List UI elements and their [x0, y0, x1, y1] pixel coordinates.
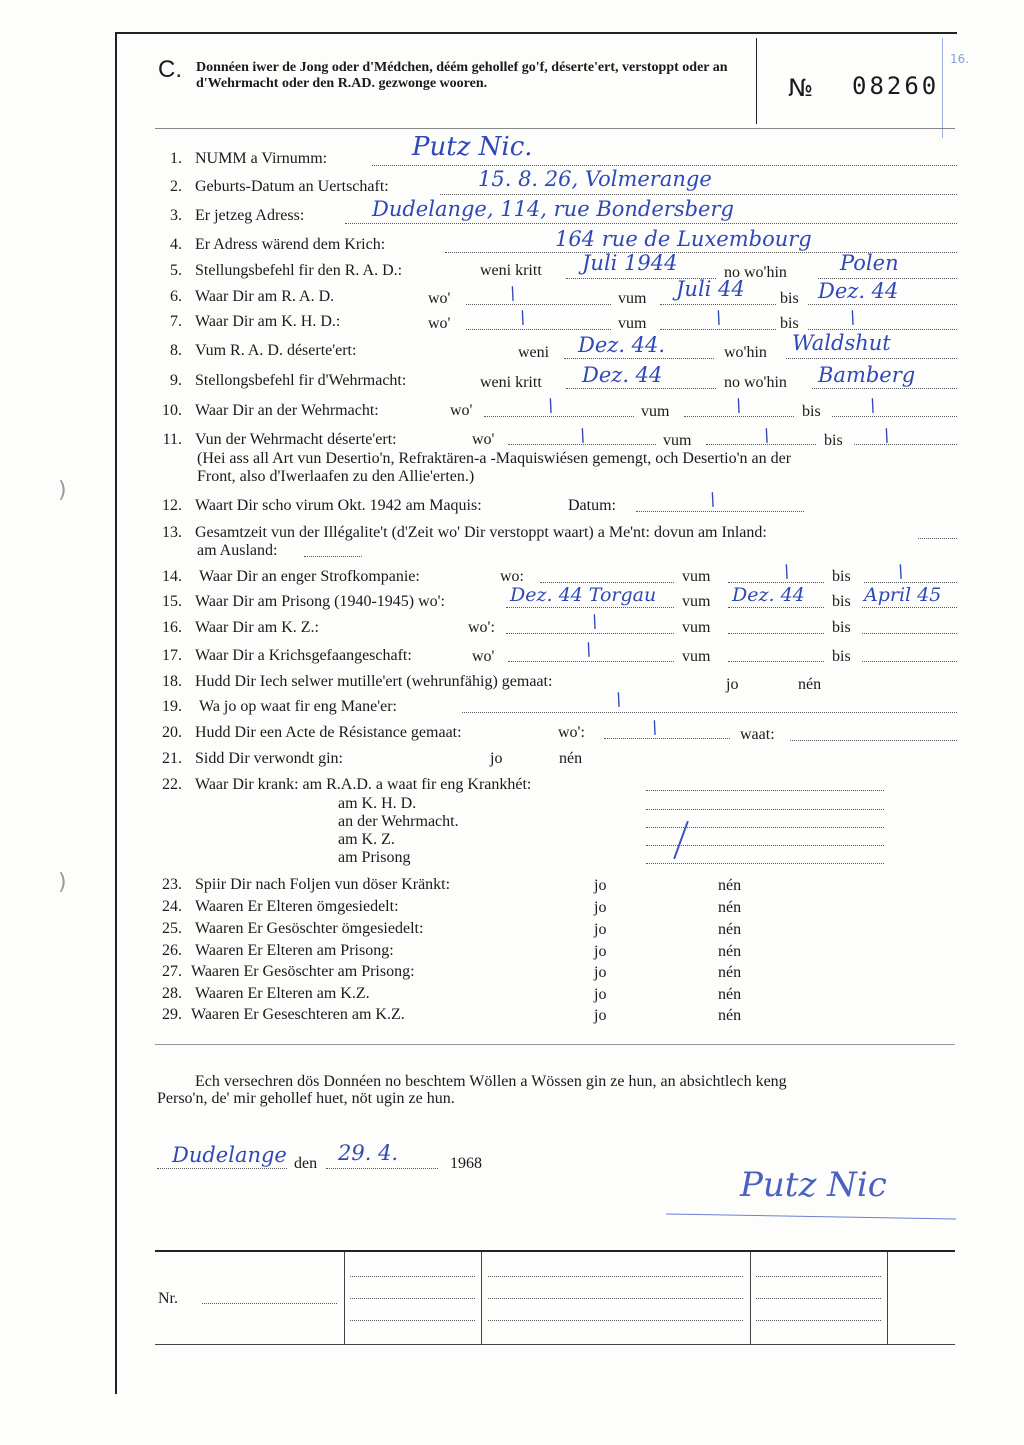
wo-label: wo' — [472, 648, 495, 665]
blank-dash: / — [760, 425, 773, 447]
answer-line — [646, 790, 884, 791]
nen-option: nén — [718, 877, 742, 894]
footer-bottom-rule — [155, 1344, 955, 1345]
field-label: Er Adress wärend dem Krich: — [195, 236, 386, 253]
field-number: 22. — [162, 776, 182, 793]
field-number: 6. — [170, 288, 182, 305]
footer-line — [488, 1320, 743, 1321]
footer-line — [350, 1298, 475, 1299]
jo-option: jo — [594, 943, 607, 960]
nen-option: nén — [798, 676, 822, 693]
nr-line — [202, 1303, 337, 1304]
no-wohin-label: no wo'hin — [724, 264, 787, 281]
answer-line — [604, 738, 730, 739]
field-label: Waar Dir am Prisong (1940-1945) wo': — [195, 593, 445, 610]
handwritten-answer: Bamberg — [818, 363, 916, 387]
jo-option: jo — [594, 921, 607, 938]
footer-rule — [155, 1250, 955, 1252]
vum-label: vum — [663, 432, 692, 449]
bis-label: bis — [802, 403, 821, 420]
field-label: Waaren Er Elteren am Prisong: — [195, 942, 394, 959]
answer-line — [466, 329, 611, 330]
field-number: 25. — [162, 920, 182, 937]
field-label: Spiir Dir nach Foljen vun döser Kränkt: — [195, 876, 451, 893]
weni-label: weni — [518, 344, 550, 361]
field-number: 8. — [170, 342, 182, 359]
vum-label: vum — [682, 568, 711, 585]
footer-line — [756, 1298, 881, 1299]
handwritten-date: 29. 4. — [338, 1141, 399, 1165]
answer-line — [466, 304, 611, 305]
answer-line — [646, 845, 884, 846]
answer-line — [862, 633, 957, 634]
answer-line — [808, 304, 957, 305]
answer-line — [540, 582, 674, 583]
answer-line — [372, 165, 957, 166]
handwritten-answer: 15. 8. 26, Volmerange — [478, 167, 712, 191]
field-label: Er jetzeg Adress: — [195, 207, 305, 224]
vum-label: vum — [682, 648, 711, 665]
header-rule — [155, 128, 955, 129]
declaration-line: Perso'n, de' mir gehollef huet, nöt ugin ze hun. — [157, 1090, 455, 1107]
answer-line — [646, 863, 884, 864]
answer-line — [660, 304, 776, 305]
answer-line — [728, 661, 824, 662]
field-label: Waaren Er Gesöschter am Prisong: — [191, 963, 415, 980]
footer-line — [756, 1276, 881, 1277]
field-label: Vun der Wehrmacht déserte'ert: — [195, 431, 397, 448]
weni-kritt-label: weni kritt — [480, 374, 542, 391]
answer-line — [790, 740, 957, 741]
answer-line — [646, 827, 884, 828]
field-label: Waar Dir an enger Strofkompanie: — [199, 568, 420, 585]
blank-dash: / — [706, 489, 719, 511]
vum-label: vum — [682, 593, 711, 610]
jo-option: jo — [726, 676, 739, 693]
answer-line — [462, 712, 957, 713]
section-letter: C. — [158, 56, 182, 83]
footer-col-divider — [750, 1252, 751, 1344]
field-label: Waaren Er Geseschteren am K.Z. — [191, 1006, 405, 1023]
no-wohin-label: no wo'hin — [724, 374, 787, 391]
nen-option: nén — [718, 1007, 742, 1024]
answer-line — [706, 444, 816, 445]
punch-hole: ) — [58, 478, 67, 503]
field-number: 29. — [162, 1006, 182, 1023]
vum-label: vum — [618, 315, 647, 332]
handwritten-answer: April 45 — [864, 584, 942, 606]
field-label: NUMM a Virnumm: — [195, 150, 328, 167]
jo-option: jo — [594, 964, 607, 981]
signature: Putz Nic — [740, 1165, 887, 1205]
handwritten-place: Dudelange — [172, 1143, 287, 1167]
field-number: 20. — [162, 724, 182, 741]
field-label: Stellongsbefehl fir d'Wehrmacht: — [195, 372, 407, 389]
field-number: 15. — [162, 593, 182, 610]
wo-label: wo': — [468, 619, 495, 636]
wo-label: wo': — [558, 724, 585, 741]
handwritten-answer: 164 rue de Luxembourg — [555, 227, 812, 251]
blank-dash: / — [780, 561, 793, 583]
field-label: Waar Dir am R. A. D. — [195, 288, 335, 305]
footer-line — [488, 1298, 743, 1299]
bis-label: bis — [832, 593, 851, 610]
header-divider — [756, 38, 757, 124]
blank-dash: / — [712, 307, 725, 329]
bis-label: bis — [832, 619, 851, 636]
answer-line — [918, 538, 957, 539]
field-label: Waaren Er Elteren ömgesiedelt: — [195, 898, 399, 915]
number-sign: № — [788, 74, 813, 102]
weni-kritt-label: weni kritt — [480, 262, 542, 279]
field-label: Hudd Dir een Acte de Résistance gemaat: — [195, 724, 462, 741]
vum-label: vum — [641, 403, 670, 420]
field-sublabel: am K. H. D. — [338, 795, 417, 812]
vum-label: vum — [682, 619, 711, 636]
bis-label: bis — [780, 315, 799, 332]
section-divider — [155, 1044, 955, 1045]
field-label: Geburts-Datum an Uertschaft: — [195, 178, 389, 195]
field-number: 5. — [170, 262, 182, 279]
answer-line — [832, 416, 957, 417]
handwritten-answer: Putz Nic. — [412, 132, 533, 162]
blank-dash: / — [894, 561, 907, 583]
wohin-label: wo'hin — [724, 344, 767, 361]
answer-line — [862, 607, 957, 608]
bis-label: bis — [832, 568, 851, 585]
waat-label: waat: — [740, 726, 775, 743]
handwritten-answer: Juli 1944 — [582, 251, 678, 275]
field-number: 10. — [162, 402, 182, 419]
answer-line — [660, 329, 776, 330]
declaration-line: Ech versechren dös Donnéen no beschtem Wöllen a Wössen gin ze hun, an absichtlech keng — [195, 1073, 787, 1090]
field-number: 13. — [162, 524, 182, 541]
field-number: 3. — [170, 207, 182, 224]
wo-label: wo' — [450, 402, 473, 419]
field-label: Waar Dir an der Wehrmacht: — [195, 402, 379, 419]
field-number: 2. — [170, 178, 182, 195]
bis-label: bis — [780, 290, 799, 307]
blank-dash: / — [846, 307, 859, 329]
nen-option: nén — [718, 921, 742, 938]
pencil-mark: 16. — [950, 52, 970, 66]
handwritten-answer: Dez. 44 Torgau — [510, 584, 657, 606]
answer-line — [564, 358, 714, 359]
answer-line — [508, 661, 674, 662]
field-label: Vum R. A. D. déserte'ert: — [195, 342, 357, 359]
wo-label: wo' — [428, 290, 451, 307]
field-label: Waar Dir am K. Z.: — [195, 619, 319, 636]
answer-line — [440, 194, 957, 195]
field-number: 18. — [162, 673, 182, 690]
blank-dash: / — [732, 395, 745, 417]
bis-label: bis — [832, 648, 851, 665]
handwritten-answer: Dez. 44. — [578, 333, 666, 357]
blank-dash: / — [544, 395, 557, 417]
field-number: 19. — [162, 698, 182, 715]
field-label: Waar Dir am K. H. D.: — [195, 313, 341, 330]
form-number: 08260 — [852, 72, 940, 100]
field-sublabel: am Prisong — [338, 849, 411, 866]
field-number: 23. — [162, 876, 182, 893]
field-label: Hudd Dir Iech selwer mutille'ert (wehrunfähig) gemaat: — [195, 673, 553, 690]
place-line — [157, 1168, 287, 1169]
answer-line — [808, 329, 957, 330]
field-label: Stellungsbefehl fir den R. A. D.: — [195, 262, 403, 279]
field-number: 27. — [162, 963, 182, 980]
field-label: Waaren Er Gesöschter ömgesiedelt: — [195, 920, 424, 937]
field-label: Waar Dir krank: am R.A.D. a waat fir eng Krankhét: — [195, 776, 532, 793]
field-number: 24. — [162, 898, 182, 915]
field-number: 9. — [170, 372, 182, 389]
blank-dash: / — [582, 639, 595, 661]
handwritten-answer: Juli 44 — [676, 277, 745, 301]
field-number: 21. — [162, 750, 182, 767]
footer-line — [350, 1320, 475, 1321]
blank-dash: / — [588, 611, 601, 633]
pencil-line — [942, 38, 943, 138]
jo-option: jo — [594, 986, 607, 1003]
field-number: 17. — [162, 647, 182, 664]
field-label: Wa jo op waat fir eng Mane'er: — [199, 698, 397, 715]
answer-line — [566, 388, 716, 389]
field-label: Waaren Er Elteren am K.Z. — [195, 985, 370, 1002]
footer-col-divider — [344, 1252, 345, 1344]
den-label: den — [294, 1155, 318, 1172]
nen-option: nén — [718, 986, 742, 1003]
handwritten-answer: Dez. 44 — [818, 279, 899, 303]
answer-line — [484, 416, 634, 417]
answer-line — [646, 809, 884, 810]
answer-line — [728, 582, 824, 583]
wo-label: wo' — [428, 315, 451, 332]
answer-line — [812, 388, 957, 389]
field-sublabel: am Ausland: — [197, 542, 278, 559]
blank-dash: / — [612, 689, 625, 711]
field-number: 26. — [162, 942, 182, 959]
wo-label: wo: — [500, 568, 524, 585]
bis-label: bis — [824, 432, 843, 449]
handwritten-answer: Waldshut — [792, 331, 891, 355]
field-label: Sidd Dir verwondt gin: — [195, 750, 343, 767]
footer-line — [488, 1276, 743, 1277]
field-number: 16. — [162, 619, 182, 636]
handwritten-answer: Dudelange, 114, rue Bondersberg — [372, 197, 734, 221]
field-number: 11. — [162, 431, 182, 448]
nen-option: nén — [718, 899, 742, 916]
field-label: Gesamtzeit vun der Illégalite't (d'Zeit wo' Dir verstoppt waart) a Me'nt: dovun am Inland: — [195, 524, 767, 541]
blank-dash: / — [576, 425, 589, 447]
footer-line — [350, 1276, 475, 1277]
blank-dash: / — [506, 283, 519, 305]
field-number: 14. — [162, 568, 182, 585]
answer-line — [506, 607, 674, 608]
answer-line — [345, 223, 957, 224]
field-note: (Hei ass all Art vun Desertio'n, Refraktären-a -Maquiswiésen gemengt, och Desertio'n an der — [197, 450, 792, 467]
nr-label: Nr. — [158, 1290, 178, 1307]
date-line — [326, 1168, 438, 1169]
answer-line — [636, 511, 804, 512]
answer-line — [864, 582, 957, 583]
field-number: 7. — [170, 313, 182, 330]
jo-option: jo — [594, 877, 607, 894]
blank-dash: / — [516, 307, 529, 329]
field-number: 4. — [170, 236, 182, 253]
footer-line — [756, 1320, 881, 1321]
field-note: Front, also d'Iwerlaafen zu den Allie'erten.) — [197, 468, 475, 485]
field-sublabel: am K. Z. — [338, 831, 395, 848]
jo-option: jo — [490, 750, 503, 767]
jo-option: jo — [594, 1007, 607, 1024]
nen-option: nén — [718, 943, 742, 960]
year-label: 1968 — [450, 1155, 482, 1172]
jo-option: jo — [594, 899, 607, 916]
answer-line — [506, 633, 674, 634]
wo-label: wo' — [472, 431, 495, 448]
handwritten-answer: Polen — [840, 251, 899, 275]
answer-line — [304, 556, 362, 557]
field-number: 1. — [170, 150, 182, 167]
answer-line — [862, 661, 957, 662]
datum-label: Datum: — [568, 497, 616, 514]
blank-dash: / — [866, 395, 879, 417]
answer-line — [728, 607, 824, 608]
punch-hole: ) — [58, 870, 67, 895]
field-label: Waart Dir scho virum Okt. 1942 am Maquis: — [195, 497, 482, 514]
field-number: 28. — [162, 985, 182, 1002]
answer-line — [728, 633, 824, 634]
header-text: Donnéen iwer de Jong oder d'Médchen, déém gehollef go'f, déserte'ert, verstoppt oder an d'Wehrmacht oder den R.AD. gezwonge wooren. — [196, 60, 728, 91]
footer-col-divider — [887, 1252, 888, 1344]
blank-dash: / — [648, 717, 661, 739]
nen-option: nén — [718, 964, 742, 981]
answer-line — [854, 444, 957, 445]
field-number: 12. — [162, 497, 182, 514]
field-sublabel: an der Wehrmacht. — [338, 813, 459, 830]
answer-line — [786, 358, 957, 359]
field-label: Waar Dir a Krichsgefaangeschaft: — [195, 647, 412, 664]
footer-col-divider — [481, 1252, 482, 1344]
handwritten-answer: Dez. 44 — [582, 363, 663, 387]
nen-option: nén — [559, 750, 583, 767]
handwritten-answer: Dez. 44 — [732, 584, 805, 606]
blank-dash: / — [880, 425, 893, 447]
vum-label: vum — [618, 290, 647, 307]
